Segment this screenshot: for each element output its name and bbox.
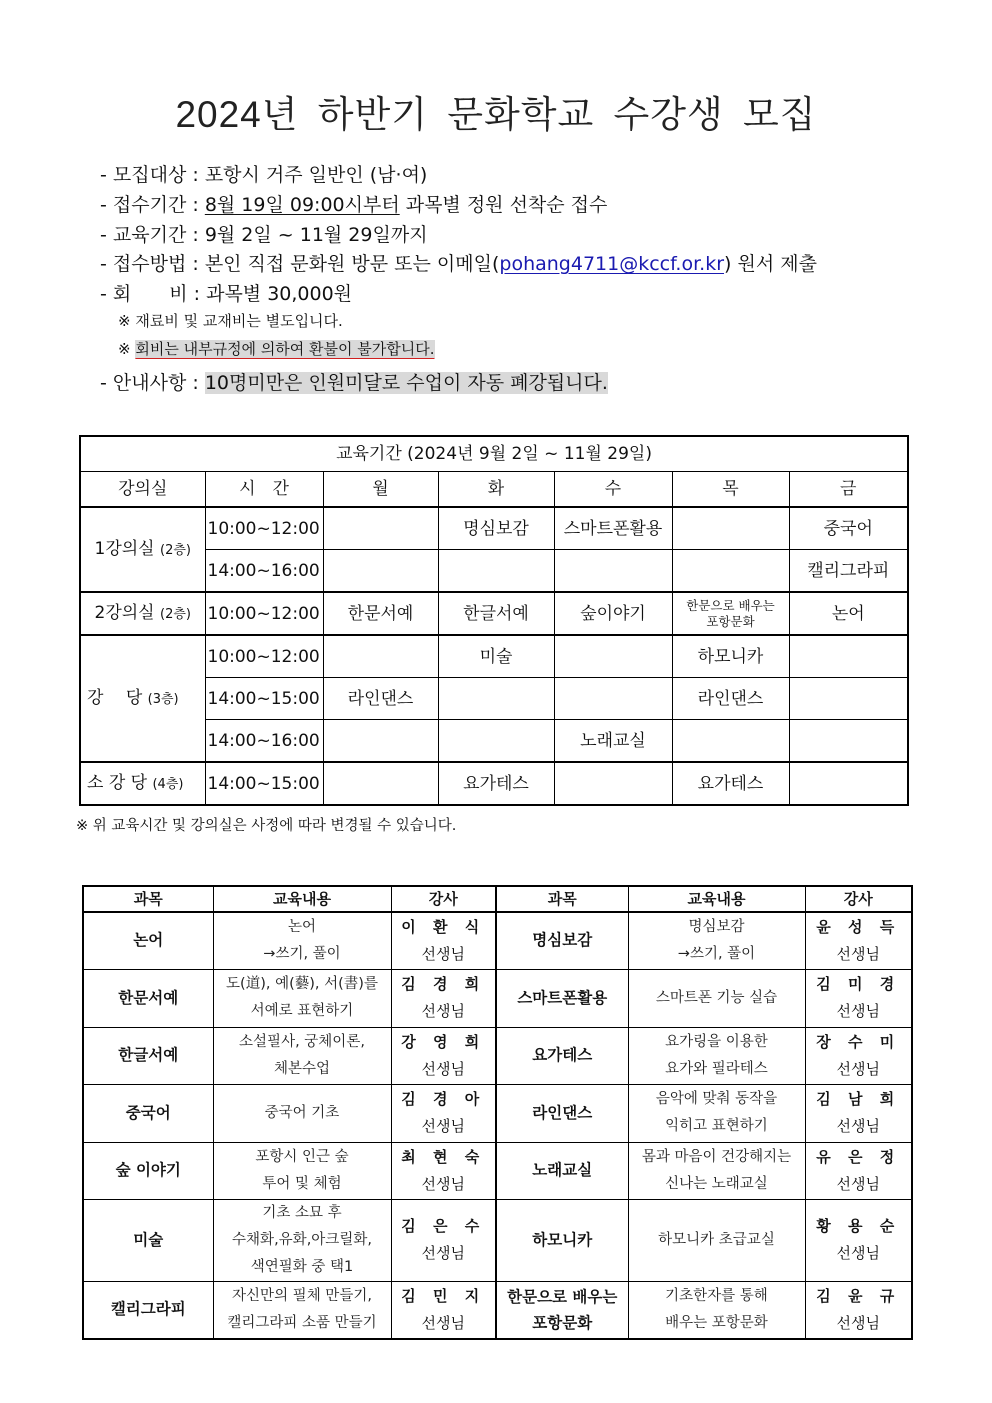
cell-wed bbox=[554, 762, 672, 805]
instructor-cell bbox=[391, 1027, 496, 1084]
subject-cell bbox=[496, 1281, 628, 1339]
info-label: - 회 비 : bbox=[100, 283, 201, 305]
time-cell: 10:00~12:00 bbox=[205, 507, 323, 550]
content-line: 요가링을 이용한 bbox=[665, 1033, 768, 1050]
content-line: 논어 bbox=[287, 918, 316, 935]
table-row bbox=[80, 678, 908, 720]
info-label: - 접수방법 : bbox=[100, 253, 199, 275]
table-row bbox=[83, 1142, 912, 1199]
subject-cell: 하모니카 bbox=[496, 1199, 628, 1281]
instructor-cell bbox=[805, 1027, 912, 1084]
instructor-name: 황 용 순 bbox=[816, 1217, 901, 1235]
content-line: 기초 소묘 후 bbox=[262, 1204, 342, 1221]
instructor-title: 선생님 bbox=[421, 1244, 465, 1262]
cell-fri: 중국어 bbox=[789, 507, 908, 550]
cell-tue: 한글서예 bbox=[438, 592, 554, 635]
instructor-name: 김 은 수 bbox=[401, 1217, 486, 1235]
content-cell bbox=[628, 969, 805, 1027]
content-line: 명심보감 bbox=[688, 918, 745, 935]
schedule-table bbox=[79, 435, 909, 806]
room-name: 소 강 당 bbox=[87, 772, 148, 793]
subject-cell: 숲 이야기 bbox=[83, 1142, 213, 1199]
subject-cell: 논어 bbox=[83, 912, 213, 969]
instructor-title: 선생님 bbox=[836, 1174, 880, 1193]
table-row bbox=[80, 550, 908, 593]
instructor-name: 이 환 식 bbox=[401, 917, 486, 936]
note-refund bbox=[118, 338, 435, 359]
info-notice bbox=[100, 368, 608, 398]
cell-mon bbox=[323, 507, 438, 550]
col-header-wed: 수 bbox=[554, 472, 672, 508]
instructor-title: 선생님 bbox=[421, 1059, 465, 1078]
room-name: 강 당 bbox=[87, 687, 143, 708]
col-header-mon: 월 bbox=[323, 472, 438, 508]
instructor-name: 유 은 정 bbox=[816, 1147, 901, 1166]
cell-tue bbox=[438, 720, 554, 763]
time-cell: 14:00~16:00 bbox=[205, 550, 323, 593]
col-header-instructor: 강사 bbox=[391, 886, 496, 912]
instructor-cell bbox=[391, 912, 496, 969]
instructor-title: 선생님 bbox=[421, 1313, 465, 1332]
subject-cell: 노래교실 bbox=[496, 1142, 628, 1199]
instructor-name: 윤 성 득 bbox=[816, 917, 901, 936]
page-title: 2024년 하반기 문화학교 수강생 모집 bbox=[175, 94, 817, 135]
instructor-cell bbox=[805, 1142, 912, 1199]
cell-thu bbox=[672, 550, 789, 593]
content-cell bbox=[213, 1281, 391, 1339]
subject-cell: 한문서예 bbox=[83, 969, 213, 1027]
instructor-cell bbox=[391, 1199, 496, 1281]
cell-wed: 숲이야기 bbox=[554, 592, 672, 635]
instructor-cell bbox=[391, 969, 496, 1027]
content-cell bbox=[213, 969, 391, 1027]
info-start-time: 8월 19일 09:00시부터 bbox=[204, 194, 400, 216]
cell-tue: 미술 bbox=[438, 635, 554, 678]
time-cell: 10:00~12:00 bbox=[205, 592, 323, 635]
cell-wed bbox=[554, 550, 672, 593]
cell-thu: 한문으로 배우는 포항문화 bbox=[672, 592, 789, 635]
info-target bbox=[100, 160, 427, 190]
cell-fri bbox=[789, 635, 908, 678]
room-floor: (4층) bbox=[152, 776, 184, 792]
time-cell: 10:00~12:00 bbox=[205, 635, 323, 678]
room-small-hall bbox=[80, 762, 205, 805]
reference-mark-icon: ※ bbox=[118, 312, 131, 330]
cell-mon: 라인댄스 bbox=[323, 678, 438, 720]
room-hall bbox=[80, 635, 205, 762]
info-value: ) 원서 제출 bbox=[724, 253, 817, 275]
info-application-period bbox=[100, 190, 607, 220]
content-cell bbox=[213, 1199, 391, 1281]
subject-cell: 요가테스 bbox=[496, 1027, 628, 1084]
instructor-name: 김 남 희 bbox=[816, 1090, 901, 1108]
instructor-title: 선생님 bbox=[836, 1117, 880, 1135]
instructor-name: 김 경 아 bbox=[401, 1090, 486, 1108]
info-value: 본인 직접 문화원 방문 또는 이메일( bbox=[204, 253, 500, 275]
time-cell: 14:00~15:00 bbox=[205, 678, 323, 720]
table-row bbox=[83, 1199, 912, 1281]
content-cell bbox=[628, 1199, 805, 1281]
room-name: 2강의실 bbox=[94, 602, 155, 623]
content-cell bbox=[628, 912, 805, 969]
content-line: 소설필사, 궁체이론, bbox=[239, 1033, 365, 1050]
note-materials bbox=[118, 310, 343, 331]
col-header-time: 시 간 bbox=[205, 472, 323, 508]
content-line: 요가와 필라테스 bbox=[665, 1060, 768, 1077]
content-cell bbox=[628, 1142, 805, 1199]
content-cell bbox=[628, 1027, 805, 1084]
info-label: - 접수기간 : bbox=[100, 194, 199, 216]
instructor-name: 김 미 경 bbox=[816, 975, 901, 993]
content-cell bbox=[213, 912, 391, 969]
content-line: 기초한자를 통해 bbox=[665, 1287, 768, 1304]
instructor-cell bbox=[391, 1281, 496, 1339]
reference-mark-icon: ※ bbox=[118, 340, 131, 358]
instructor-name: 최 현 숙 bbox=[401, 1147, 486, 1166]
subject-cell: 라인댄스 bbox=[496, 1084, 628, 1142]
content-line: 중국어 기초 bbox=[264, 1104, 340, 1121]
cell-fri: 캘리그라피 bbox=[789, 550, 908, 593]
instructor-name: 장 수 미 bbox=[816, 1032, 901, 1051]
content-line: →쓰기, 풀이 bbox=[263, 945, 341, 962]
room-name: 1강의실 bbox=[94, 538, 155, 559]
cell-wed bbox=[554, 678, 672, 720]
instructor-title: 선생님 bbox=[421, 1117, 465, 1135]
instructor-title: 선생님 bbox=[421, 944, 465, 963]
cell-fri bbox=[789, 720, 908, 763]
cell-thu: 요가테스 bbox=[672, 762, 789, 805]
cell-wed: 노래교실 bbox=[554, 720, 672, 763]
content-line: 도(道), 예(藝), 서(書)를 bbox=[226, 976, 378, 992]
info-label: - 교육기간 : bbox=[100, 224, 199, 246]
info-label: - 안내사항 : bbox=[100, 372, 199, 394]
content-line: 포항시 인근 숲 bbox=[255, 1148, 349, 1165]
content-line: 몸과 마음이 건강해지는 bbox=[641, 1148, 792, 1165]
email-link[interactable]: pohang4711@kccf.or.kr bbox=[499, 253, 725, 275]
cell-wed: 스마트폰활용 bbox=[554, 507, 672, 550]
time-cell: 14:00~16:00 bbox=[205, 720, 323, 763]
content-line: 서예로 표현하기 bbox=[250, 1003, 354, 1019]
content-line: 투어 및 체험 bbox=[262, 1175, 342, 1192]
notice-text: 10명미만은 인원미달로 수업이 자동 폐강됩니다. bbox=[204, 372, 608, 394]
subject-cell: 스마트폰활용 bbox=[496, 969, 628, 1027]
room-floor: (2층) bbox=[160, 606, 191, 622]
content-cell bbox=[213, 1142, 391, 1199]
instructor-table bbox=[82, 885, 913, 1340]
subject-cell: 명심보감 bbox=[496, 912, 628, 969]
room-1 bbox=[80, 507, 205, 592]
info-value: 과목별 정원 선착순 접수 bbox=[399, 194, 608, 216]
col-header-thu: 목 bbox=[672, 472, 789, 508]
content-line: 익히고 표현하기 bbox=[665, 1118, 768, 1134]
instructor-name: 김 민 지 bbox=[401, 1286, 486, 1305]
col-header-room: 강의실 bbox=[80, 472, 205, 508]
instructor-cell bbox=[805, 1199, 912, 1281]
subject-cell: 캘리그라피 bbox=[83, 1281, 213, 1339]
cell-mon: 한문서예 bbox=[323, 592, 438, 635]
content-line: 신나는 노래교실 bbox=[665, 1175, 768, 1192]
info-value: 포항시 거주 일반인 (남·여) bbox=[204, 164, 428, 186]
room-floor: (3층) bbox=[147, 691, 179, 707]
instructor-title: 선생님 bbox=[836, 1059, 880, 1078]
table-row bbox=[83, 1281, 912, 1339]
table-row bbox=[80, 592, 908, 635]
room-2 bbox=[80, 592, 205, 635]
time-cell: 14:00~15:00 bbox=[205, 762, 323, 805]
table-row bbox=[83, 912, 912, 969]
content-line: 수채화,유화,아크릴화, bbox=[232, 1231, 372, 1248]
subject-cell: 중국어 bbox=[83, 1084, 213, 1142]
instructor-title: 선생님 bbox=[836, 944, 880, 963]
instructor-title: 선생님 bbox=[836, 1244, 880, 1262]
info-application-method bbox=[100, 249, 817, 279]
instructor-name: 김 경 희 bbox=[401, 975, 486, 993]
content-cell bbox=[628, 1084, 805, 1142]
cell-mon bbox=[323, 762, 438, 805]
instructor-cell bbox=[805, 1281, 912, 1339]
schedule-footnote: ※ 위 교육시간 및 강의실은 사정에 따라 변경될 수 있습니다. bbox=[76, 818, 457, 834]
content-line: 체본수업 bbox=[273, 1060, 331, 1077]
cell-mon bbox=[323, 550, 438, 593]
info-label: - 모집대상 : bbox=[100, 164, 199, 186]
col-header-fri: 금 bbox=[789, 472, 908, 508]
info-fee bbox=[100, 279, 352, 309]
cell-mon bbox=[323, 720, 438, 763]
table-row bbox=[80, 507, 908, 550]
cell-tue bbox=[438, 678, 554, 720]
col-header-subject: 과목 bbox=[83, 886, 213, 912]
table-row bbox=[83, 1027, 912, 1084]
info-value: 9월 2일 ~ 11월 29일까지 bbox=[204, 224, 428, 246]
cell-mon bbox=[323, 635, 438, 678]
instructor-title: 선생님 bbox=[421, 1174, 465, 1193]
schedule-title: 교육기간 (2024년 9월 2일 ~ 11월 29일) bbox=[80, 436, 908, 472]
content-line: 캘리그라피 소품 만들기 bbox=[227, 1314, 377, 1331]
col-header-content: 교육내용 bbox=[628, 886, 805, 912]
cell-thu: 하모니카 bbox=[672, 635, 789, 678]
table-row bbox=[83, 1084, 912, 1142]
cell-fri bbox=[789, 762, 908, 805]
instructor-title: 선생님 bbox=[836, 1313, 880, 1332]
instructor-cell bbox=[805, 912, 912, 969]
subject-name: 한문으로 배우는 포항문화 bbox=[507, 1287, 618, 1332]
table-row bbox=[80, 762, 908, 805]
info-education-period bbox=[100, 220, 428, 250]
note-text: 회비는 내부규정에 의하여 환불이 불가합니다. bbox=[135, 340, 435, 358]
instructor-name: 김 윤 규 bbox=[816, 1286, 901, 1305]
instructor-cell bbox=[805, 969, 912, 1027]
col-header-subject: 과목 bbox=[496, 886, 628, 912]
note-text: 재료비 및 교재비는 별도입니다. bbox=[135, 312, 343, 330]
instructor-cell bbox=[391, 1084, 496, 1142]
col-header-instructor: 강사 bbox=[805, 886, 912, 912]
table-row bbox=[83, 969, 912, 1027]
content-line: 하모니카 초급교실 bbox=[658, 1231, 775, 1248]
instructor-name: 강 영 희 bbox=[401, 1032, 486, 1051]
content-line: →쓰기, 풀이 bbox=[677, 945, 756, 962]
cell-wed bbox=[554, 635, 672, 678]
table-row bbox=[80, 635, 908, 678]
col-header-tue: 화 bbox=[438, 472, 554, 508]
cell-fri bbox=[789, 678, 908, 720]
content-cell bbox=[213, 1084, 391, 1142]
content-line: 스마트폰 기능 실습 bbox=[655, 989, 778, 1006]
cell-thu bbox=[672, 507, 789, 550]
cell-tue bbox=[438, 550, 554, 593]
content-line: 음악에 맞춰 동작을 bbox=[655, 1091, 778, 1107]
cell-thu: 라인댄스 bbox=[672, 678, 789, 720]
info-value: 과목별 30,000원 bbox=[206, 283, 353, 305]
instructor-title: 선생님 bbox=[421, 1002, 465, 1020]
content-line: 색연필화 중 택1 bbox=[250, 1258, 354, 1275]
cell-thu bbox=[672, 720, 789, 763]
instructor-title: 선생님 bbox=[836, 1002, 880, 1020]
content-cell bbox=[213, 1027, 391, 1084]
cell-fri: 논어 bbox=[789, 592, 908, 635]
col-header-content: 교육내용 bbox=[213, 886, 391, 912]
subject-cell: 한글서예 bbox=[83, 1027, 213, 1084]
instructor-cell bbox=[391, 1142, 496, 1199]
cell-tue: 명심보감 bbox=[438, 507, 554, 550]
table-row bbox=[80, 720, 908, 763]
content-line: 배우는 포항문화 bbox=[665, 1314, 768, 1331]
cell-tue: 요가테스 bbox=[438, 762, 554, 805]
content-cell bbox=[628, 1281, 805, 1339]
instructor-cell bbox=[805, 1084, 912, 1142]
subject-cell: 미술 bbox=[83, 1199, 213, 1281]
room-floor: (2층) bbox=[160, 542, 191, 558]
content-line: 자신만의 필체 만들기, bbox=[232, 1287, 372, 1304]
